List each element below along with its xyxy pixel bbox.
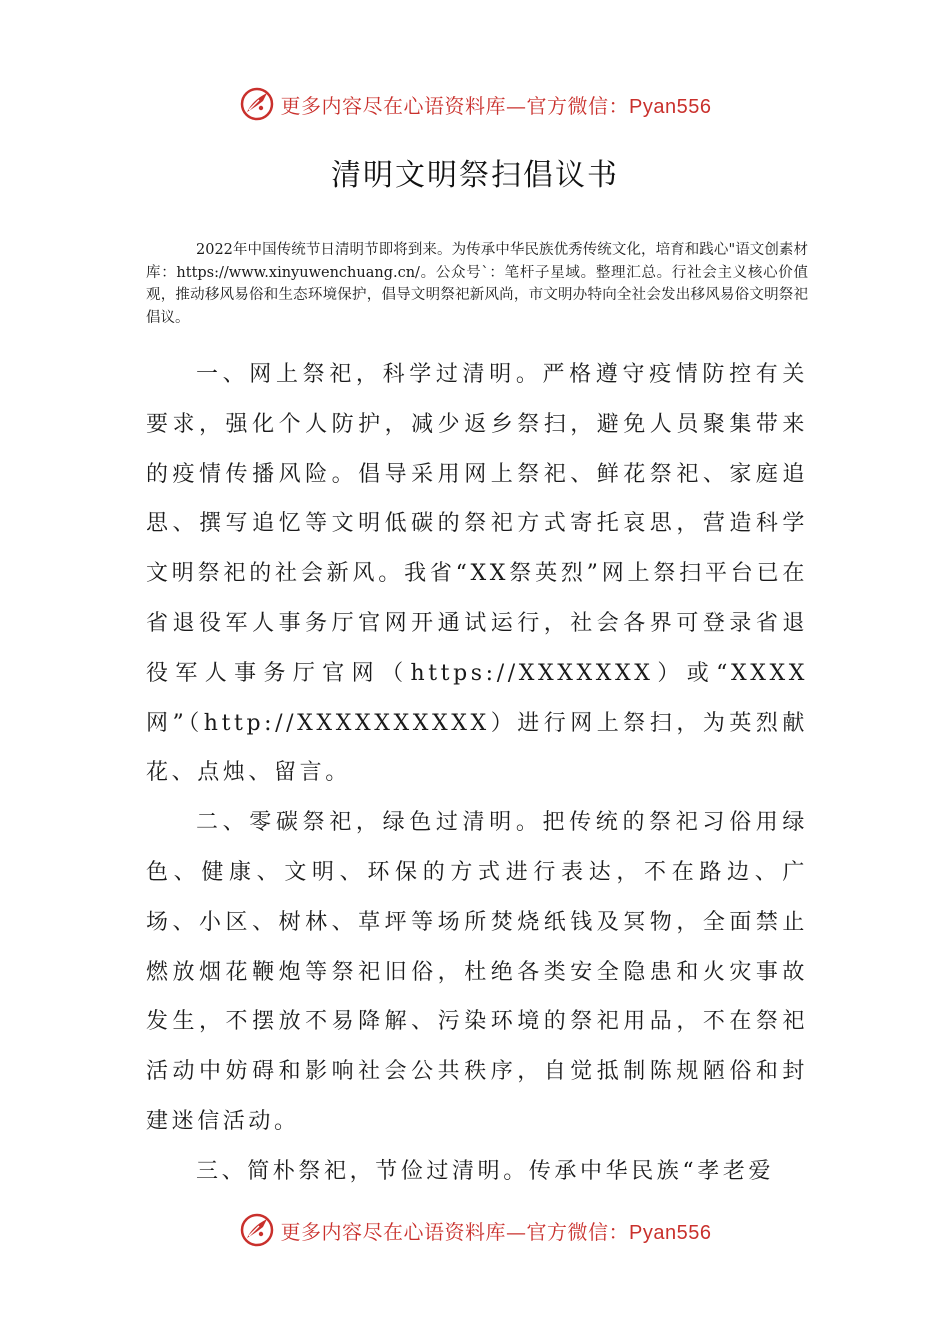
intro-paragraph: 2022年中国传统节日清明节即将到来。为传承中华民族优秀传统文化，培育和践心"语文创素材库：https://www.xinyuwenchuang.cn/。公众号`：笔杆子星域。整理汇总。行社会主义核心价值观，推动移风易俗和生态环境保护，倡导文明祭祀新风尚，市文明办特向全社会发出移风易俗文明祭祀倡议。 bbox=[146, 242, 808, 326]
body-text bbox=[146, 350, 808, 1197]
pen-logo-icon bbox=[239, 86, 275, 122]
pen-logo-icon bbox=[239, 1212, 275, 1248]
footer-banner bbox=[0, 1210, 950, 1250]
header-banner bbox=[0, 84, 950, 124]
paragraph-zero-carbon: 二、零碳祭祀，绿色过清明。把传统的祭祀习俗用绿色、健康、文明、环保的方式进行表达，不在路边、广场、小区、树林、草坪等场所焚烧纸钱及冥物，全面禁止燃放烟花鞭炮等祭祀旧俗，杜绝各类安全隐患和火灾事故发生，不摆放不易降解、污染环境的祭祀用品，不在祭祀活动中妨碍和影响社会公共秩序，自觉抵制陈规陋俗和封建迷信活动。 bbox=[146, 810, 808, 1134]
page-title: 清明文明祭扫倡议书 bbox=[331, 158, 619, 193]
banner-text: 更多内容尽在心语资料库—官方微信：Pyan556 bbox=[280, 93, 712, 118]
paragraph-simple-worship: 三、简朴祭祀，节俭过清明。传承中华民族“孝老爱 bbox=[196, 1158, 775, 1184]
banner-text: 更多内容尽在心语资料库—官方微信：Pyan556 bbox=[280, 1219, 712, 1244]
paragraph-online-worship: 一、网上祭祀，科学过清明。严格遵守疫情防控有关要求，强化个人防护，减少返乡祭扫，避免人员聚集带来的疫情传播风险。倡导采用网上祭祀、鲜花祭祀、家庭追思、撰写追忆等文明低碳的祭祀方式寄托哀思，营造科学文明祭祀的社会新风。我省“XX祭英烈”网上祭扫平台已在省退役军人事务厅官网开通试运行，社会各界可登录省退役军人事务厅官网（https://XXXXXXX）或“XXXX网”（http://XXXXXXXXXX）进行网上祭扫，为英烈献花、点烛、留言。 bbox=[146, 362, 808, 786]
